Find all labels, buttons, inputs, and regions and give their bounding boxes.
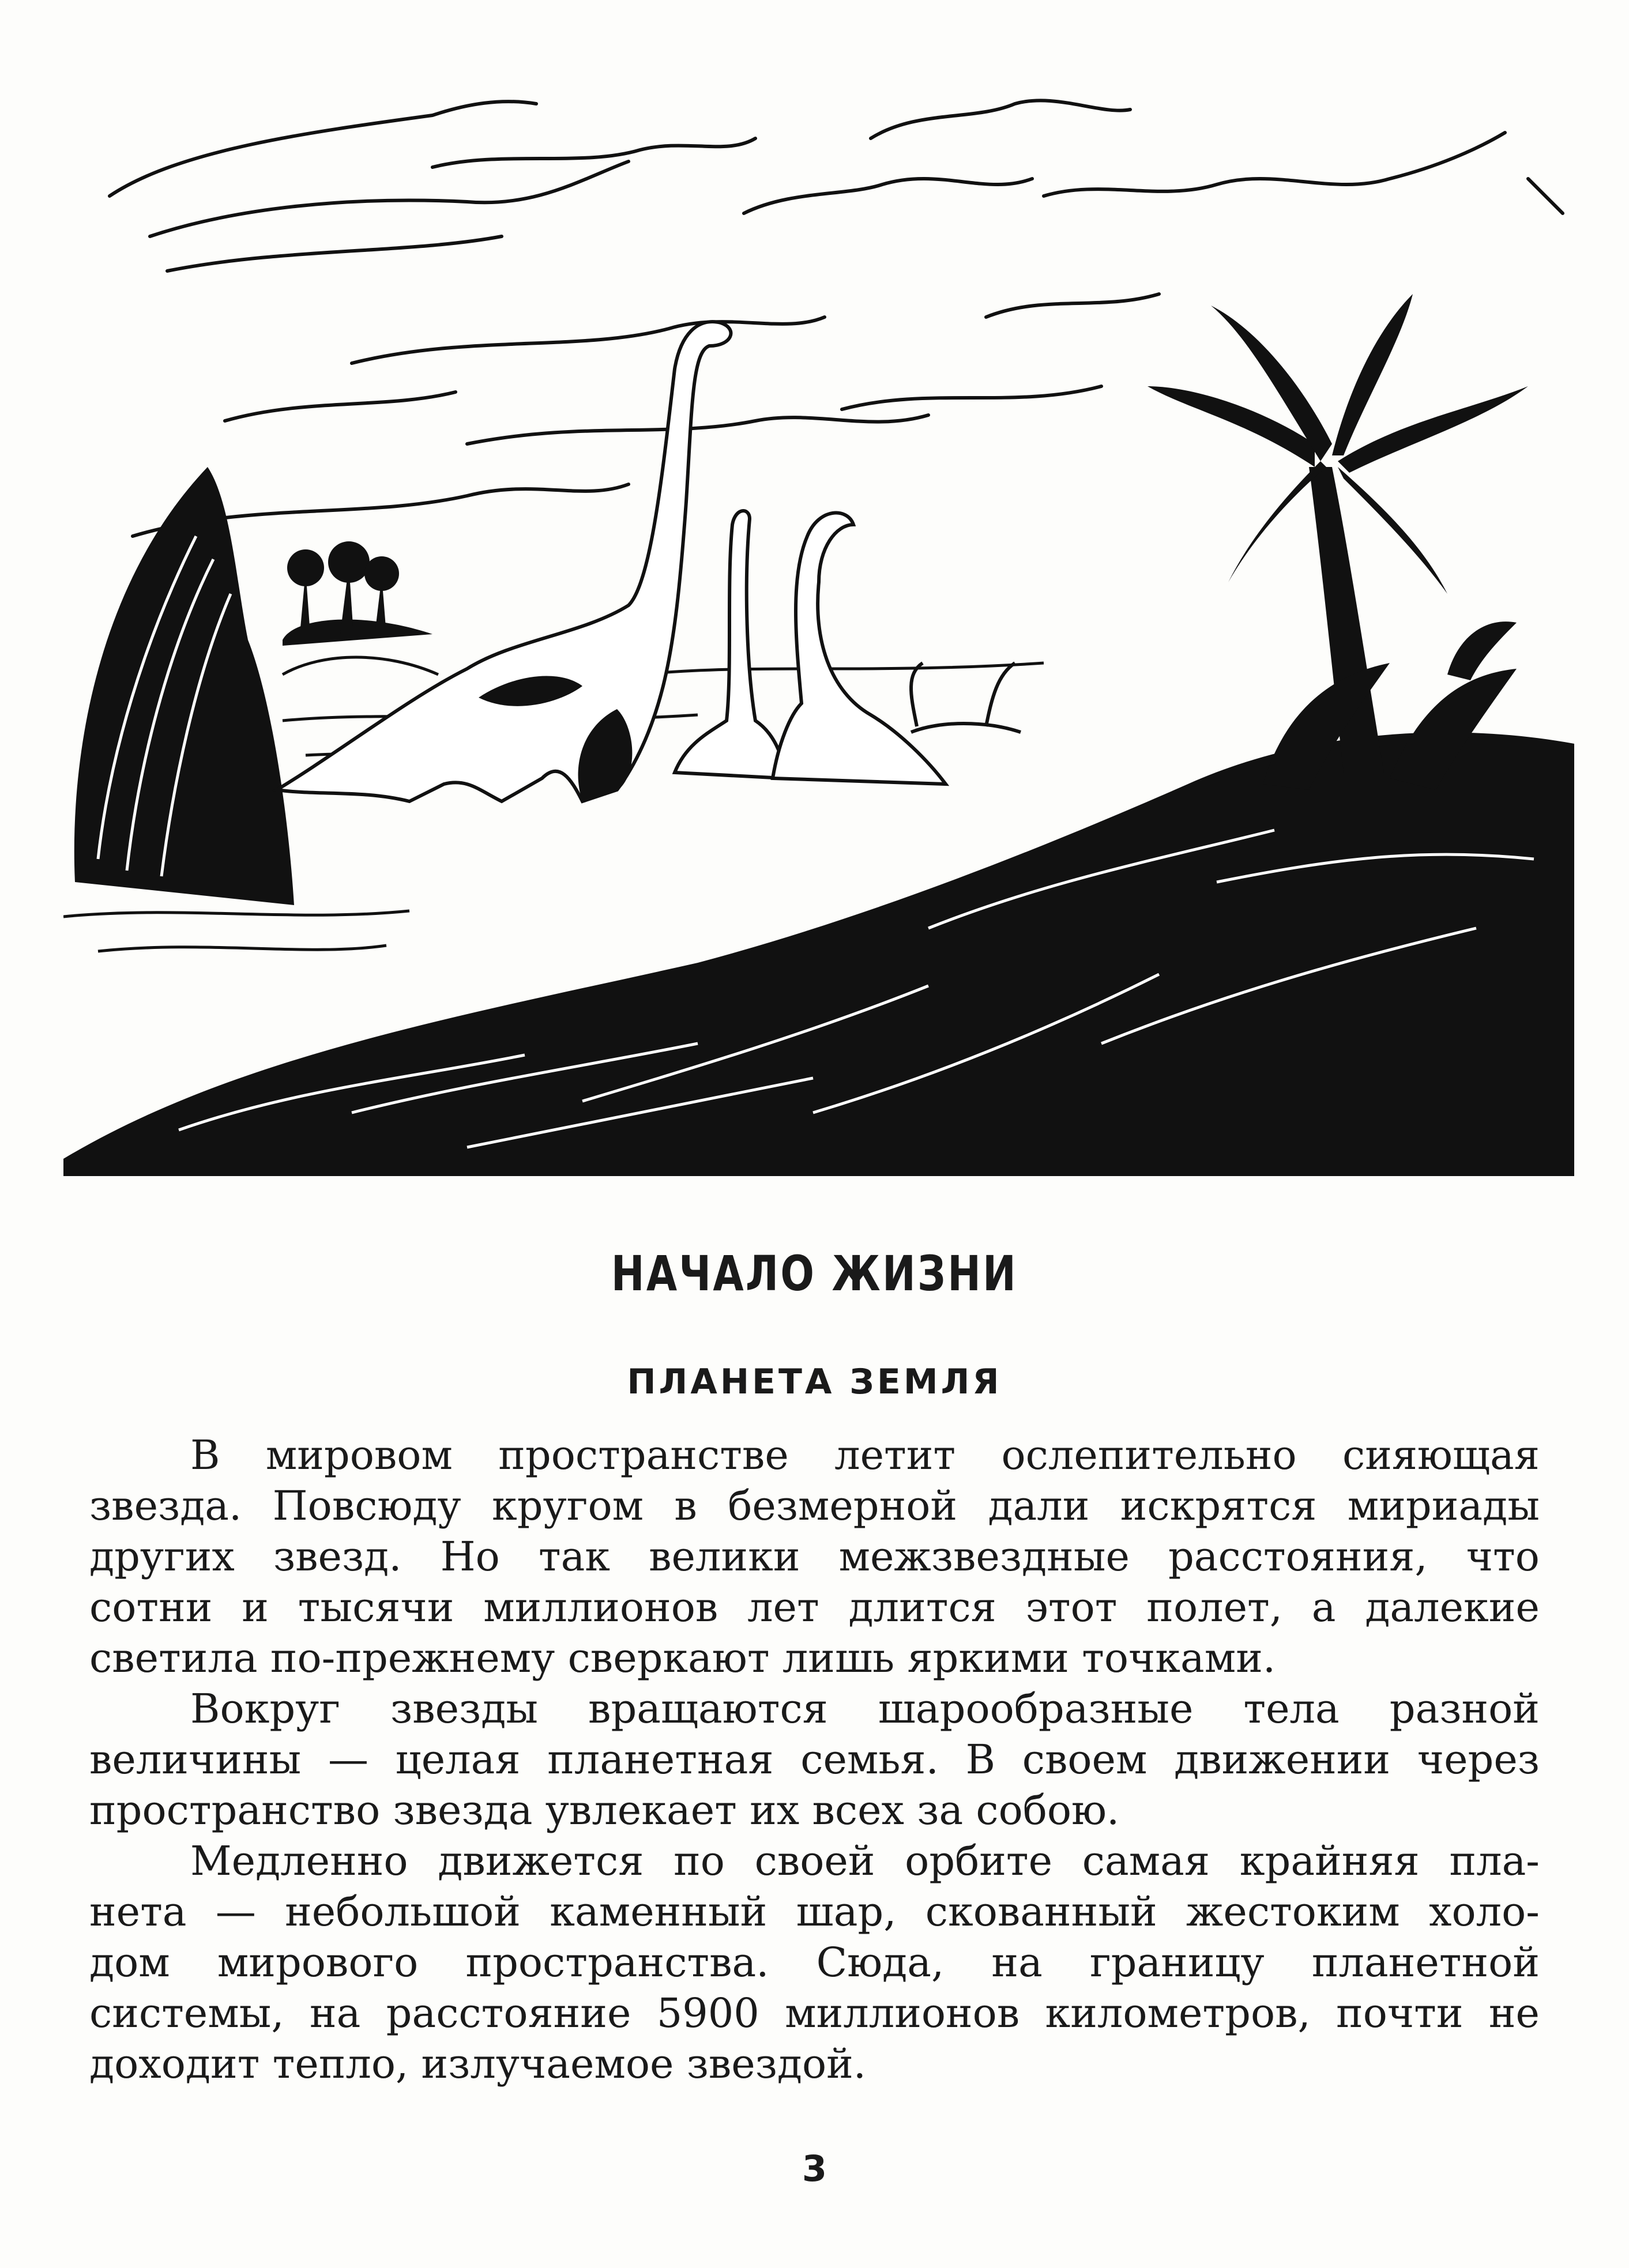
word: расстояния, (1168, 1533, 1428, 1580)
word: шар, (796, 1888, 897, 1935)
word: Сюда, (816, 1939, 945, 1986)
word: искрятся (1120, 1482, 1317, 1529)
text-line: светила по-прежнему сверкают лишь яркими точками. (89, 1634, 1276, 1682)
text-line (89, 1531, 1540, 1582)
word: длится (848, 1584, 996, 1631)
word: крайняя (1239, 1837, 1420, 1885)
word: расстояние (386, 1990, 631, 2037)
page-number: 3 (802, 2148, 827, 2190)
word: мириады (1347, 1482, 1540, 1529)
word: холо- (1429, 1888, 1540, 1935)
text-line (89, 1937, 1540, 1988)
brachiosaurus-far-1 (675, 511, 784, 778)
word: в (674, 1482, 697, 1529)
word: небольшой (285, 1888, 521, 1935)
word: а (1311, 1584, 1336, 1631)
word: планетной (1311, 1939, 1540, 1986)
paragraph (89, 1683, 1540, 1836)
word: на (991, 1939, 1043, 1986)
word: движется (438, 1837, 644, 1885)
word: кругом (492, 1482, 644, 1529)
word: летит (834, 1431, 956, 1479)
word: звезда. (89, 1482, 242, 1529)
text-line (89, 1683, 1540, 1734)
section-title: ПЛАНЕТА ЗЕМЛЯ (627, 1362, 1002, 1402)
word: велики (649, 1533, 800, 1580)
rock-cliff (74, 467, 294, 905)
word: орбите (905, 1837, 1053, 1885)
word: безмерной (728, 1482, 958, 1529)
word: разной (1389, 1685, 1540, 1732)
island-palms (283, 541, 432, 646)
text-line (89, 1886, 1540, 1937)
word: на (309, 1990, 361, 2037)
word: миллионов (785, 1990, 1020, 2037)
word: В (965, 1736, 996, 1783)
word: вращаются (588, 1685, 828, 1732)
word: далекие (1365, 1584, 1540, 1631)
word: других (89, 1533, 235, 1580)
word: скованный (925, 1888, 1157, 1935)
word: дом (89, 1939, 170, 1986)
word: лет (747, 1584, 819, 1631)
word: пространства. (465, 1939, 769, 1986)
word: межзвездные (838, 1533, 1130, 1580)
word: Вокруг (190, 1685, 341, 1732)
word: дали (988, 1482, 1090, 1529)
paragraph (89, 1836, 1540, 2089)
text-line (89, 1988, 1540, 2039)
word: сияющая (1342, 1431, 1540, 1479)
word: своем (1022, 1736, 1148, 1783)
text-line: пространство звезда увлекает их всех за собою. (89, 1787, 1120, 1834)
word: тела (1243, 1685, 1340, 1732)
word: километров, (1045, 1990, 1311, 2037)
text-line (89, 1582, 1540, 1633)
word: мировом (265, 1431, 453, 1479)
word: миллионов (483, 1584, 718, 1631)
word: — (215, 1888, 256, 1935)
word: что (1466, 1533, 1540, 1580)
paragraph (89, 1430, 1540, 1683)
word: звезд. (273, 1533, 402, 1580)
word: — (328, 1736, 368, 1783)
word: через (1417, 1736, 1540, 1783)
word: целая (395, 1736, 521, 1783)
word: не (1488, 1990, 1540, 2037)
chapter-title: НАЧАЛО ЖИЗНИ (611, 1245, 1018, 1302)
body-text (89, 1430, 1540, 2089)
word: по (674, 1837, 725, 1885)
word: сотни (89, 1584, 213, 1631)
word: нета (89, 1888, 187, 1935)
word: своей (754, 1837, 875, 1885)
word: Повсюду (272, 1482, 461, 1529)
word: и (242, 1584, 269, 1631)
prehistoric-landscape-drawing (63, 63, 1574, 1176)
sky-clouds (110, 100, 1563, 536)
word: звезды (390, 1685, 539, 1732)
text-line (89, 1734, 1540, 1785)
word: жестоким (1186, 1888, 1400, 1935)
text-line (89, 1430, 1540, 1480)
word: планетная (547, 1736, 774, 1783)
word: шарообразные (878, 1685, 1194, 1732)
word: этот (1025, 1584, 1118, 1631)
word: ослепительно (1001, 1431, 1297, 1479)
word: движении (1174, 1736, 1391, 1783)
word: полет, (1146, 1584, 1282, 1631)
text-line (89, 1480, 1540, 1531)
word: самая (1082, 1837, 1210, 1885)
word: мирового (217, 1939, 419, 1986)
word: пространстве (498, 1431, 789, 1479)
text-line (89, 1836, 1540, 1886)
word: почти (1336, 1990, 1464, 2037)
word: так (538, 1533, 611, 1580)
text-line: доходит тепло, излучаемое звездой. (89, 2040, 867, 2088)
word: Но (440, 1533, 500, 1580)
word: Медленно (190, 1837, 408, 1885)
word: каменный (550, 1888, 768, 1935)
word: 5900 (656, 1990, 759, 2037)
word: величины (89, 1736, 302, 1783)
brachiosaurus-distant (911, 663, 1021, 732)
dinosaur-illustration (63, 63, 1574, 1176)
word: пла- (1449, 1837, 1540, 1885)
word: В (190, 1431, 220, 1479)
word: семья. (800, 1736, 939, 1783)
brachiosaurus-far-2 (773, 513, 946, 784)
word: системы, (89, 1990, 284, 2037)
word: тысячи (298, 1584, 454, 1631)
word: границу (1089, 1939, 1265, 1986)
